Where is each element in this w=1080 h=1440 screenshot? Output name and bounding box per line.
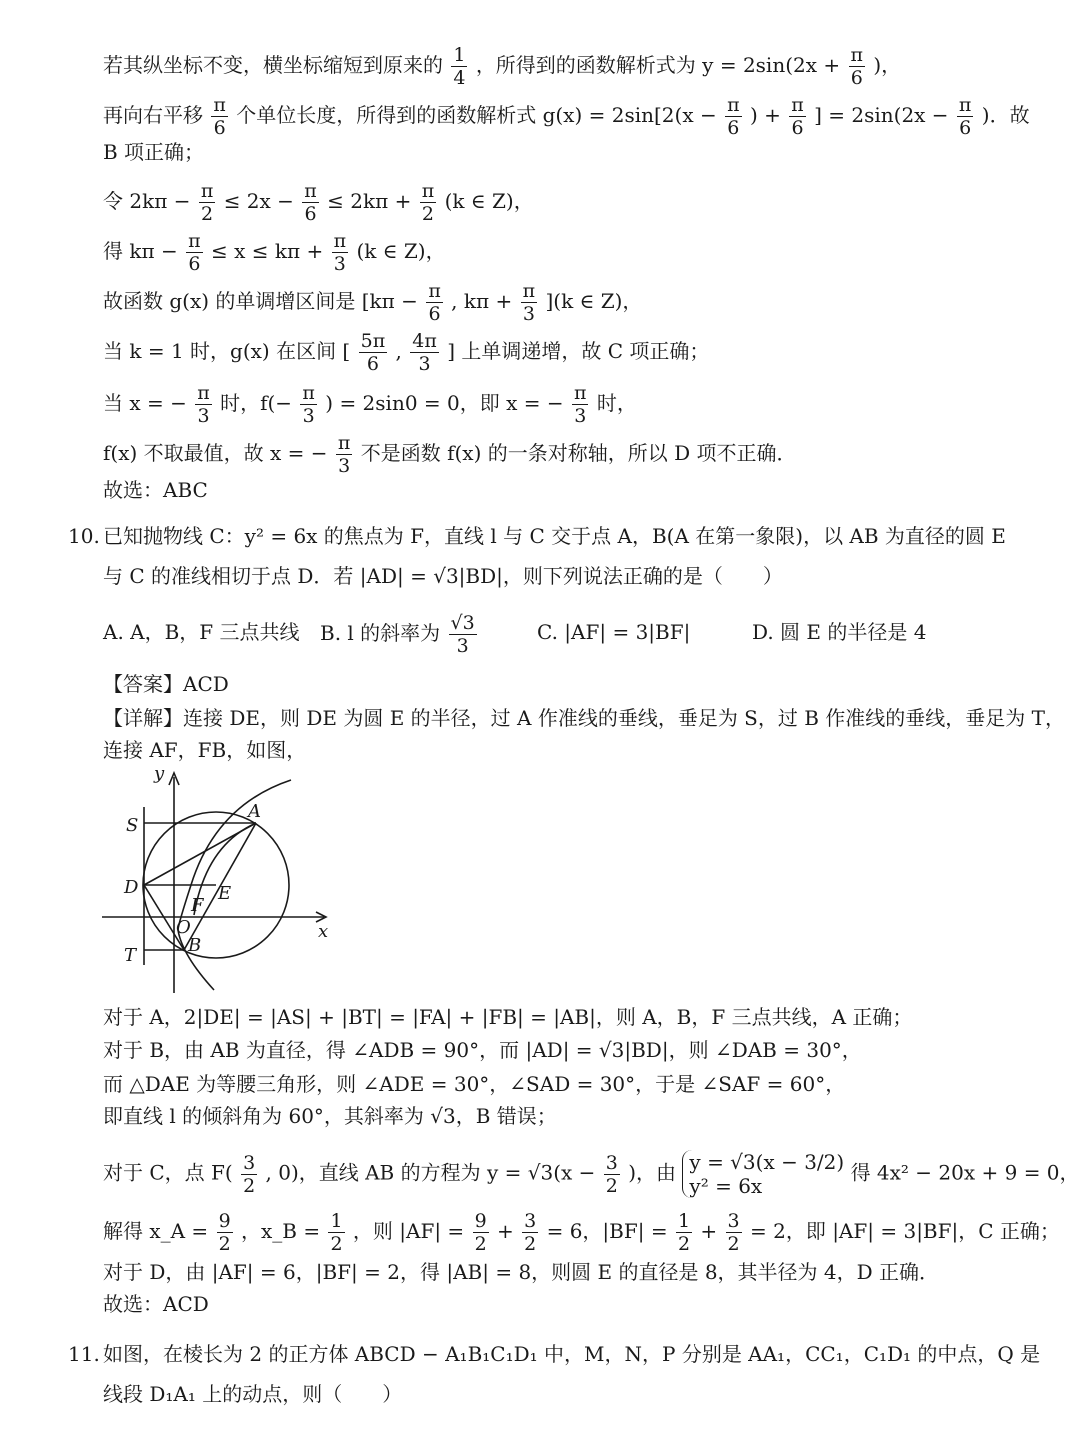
fraction: $\frac{\pi}{3}$ [522,280,536,325]
fraction: $\frac{\pi}{6}$ [213,94,226,139]
fraction: $\frac{\pi}{6}$ [428,280,441,325]
label-b: B [188,935,202,956]
fraction: $\frac{\pi}{6}$ [188,230,201,275]
fraction: $\frac{3}{2}$ [727,1210,740,1255]
fraction: $\frac{√3}{3}$ [450,612,475,657]
fraction: $\frac{\pi}{6}$ [850,44,863,89]
q10-option-c: C. |AF| = 3|BF| [537,620,691,644]
fraction: $\frac{1}{4}$ [453,44,466,89]
q11-stem-line1: 如图，在棱长为 2 的正方体 ABCD − A₁B₁C₁D₁ 中，M，N，P 分别是 AA₁，CC₁，C₁D₁ 的中点，Q 是 [103,1342,1041,1366]
fraction: $\frac{\pi}{2}$ [421,180,435,225]
q10-detail-line1: 【详解】连接 DE，则 DE 为圆 E 的半径，过 A 作准线的垂线，垂足为 S，过 B 作准线的垂线，垂足为 T， [103,706,1065,730]
label-o: O [176,917,191,938]
parabola-circle-figure [96,765,346,995]
fraction: $\frac{4\pi}{3}$ [412,330,437,375]
q10-reason-a: 对于 A，2|DE| = |AS| + |BT| = |FA| + |FB| = |AB|，则 A，B，F 三点共线，A 正确； [103,1005,913,1029]
fraction: $\frac{1}{2}$ [677,1210,691,1255]
equation-system: y = √3(x − 3/2) y² = 6x [682,1150,844,1198]
fraction: $\frac{\pi}{2}$ [200,180,214,225]
q10-reason-c: 对于 C，点 F( $\frac{3}{2}$ , 0)，直线 AB 的方程为 y = √3(x − $\frac{3}{2}$ )，由 y = √3(x − 3/2) y² = 6x 得 4x² − 20x + 9 = 0， [103,1150,1080,1198]
q11-stem-line2: 线段 D₁A₁ 上的动点，则（ ） [103,1382,403,1406]
sol9-line6: 故函数 g(x) 的单调增区间是 [kπ − $\frac{\pi}{6}$ , kπ + $\frac{\pi}{3}$ ](k ∈ Z)， [103,280,643,325]
question-number: 11. [68,1342,100,1366]
fraction: $\frac{3}{2}$ [524,1210,537,1255]
label-t: T [124,945,137,966]
label-d: D [124,877,139,898]
q10-option-d: D. 圆 E 的半径是 4 [752,620,927,644]
fraction: $\frac{5\pi}{6}$ [360,330,386,375]
fraction: $\frac{9}{2}$ [218,1210,231,1255]
q10-reason-c2: 解得 x_A = $\frac{9}{2}$ ，x_B = $\frac{1}{2}$ ，则 |AF| = $\frac{9}{2}$ + $\frac{3}{2}$ = 6，|BF| = $\frac{1}{2}$ + $\frac{3}{2}$ = 2，即 |AF| = 3|BF|，C 正确； [103,1210,1060,1255]
sol9-line4: 令 2kπ − $\frac{\pi}{2}$ ≤ 2x − $\frac{\pi}{6}$ ≤ 2kπ + $\frac{\pi}{2}$ (k ∈ Z)， [103,180,534,225]
sol9-line1: 若其纵坐标不变，横坐标缩短到原来的 $\frac{1}{4}$ ，所得到的函数解析式为 y = 2sin(2x + $\frac{\pi}{6}$ )， [103,44,902,89]
q10-option-a: A. A，B，F 三点共线 [103,620,300,644]
fraction: $\frac{9}{2}$ [474,1210,487,1255]
sol9-line9: f(x) 不取最值，故 x = − $\frac{\pi}{3}$ 不是函数 f(x) 的一条对称轴，所以 D 项不正确． [103,432,797,477]
fraction: $\frac{\pi}{3}$ [337,432,351,477]
q10-answer: 【答案】ACD [103,672,229,696]
label-a: A [248,801,261,822]
label-f: F [191,895,204,916]
fraction: $\frac{\pi}{3}$ [197,382,210,427]
q10-option-b: B. l 的斜率为 $\frac{√3}{3}$ [320,612,475,657]
fraction: $\frac{\pi}{6}$ [727,94,740,139]
fraction: $\frac{\pi}{3}$ [573,382,587,427]
label-e: E [218,883,232,904]
fraction: $\frac{\pi}{6}$ [958,94,972,139]
q10-final-answer: 故选：ACD [103,1292,209,1316]
label-y: y [154,765,165,784]
fraction: $\frac{3}{2}$ [605,1151,618,1197]
sol9-line5: 得 kπ − $\frac{\pi}{6}$ ≤ x ≤ kπ + $\frac{\pi}{3}$ (k ∈ Z)， [103,230,446,275]
fraction: $\frac{3}{2}$ [243,1151,256,1197]
sol9-answer: 故选：ABC [103,478,208,502]
q10-detail-line2: 连接 AF，FB，如图， [103,738,307,762]
q10-reason-d: 对于 D，由 |AF| = 6，|BF| = 2，得 |AB| = 8，则圆 E 的直径是 8，其半径为 4，D 正确． [103,1260,940,1284]
sol9-line7: 当 k = 1 时，g(x) 在区间 [ $\frac{5\pi}{6}$ , $\frac{4\pi}{3}$ ] 上单调递增，故 C 项正确； [103,330,710,375]
fraction: $\frac{\pi}{3}$ [333,230,347,275]
sol9-line2: 再向右平移 $\frac{\pi}{6}$ 个单位长度，所得到的函数解析式 g(x) = 2sin[2(x − $\frac{\pi}{6}$ ) + $\frac{\pi}{6}$ ] = 2sin(2x − $\frac{\pi}{6}$ )．故 [103,94,1030,139]
q10-stem-line2: 与 C 的准线相切于点 D．若 |AD| = √3|BD|，则下列说法正确的是（ ） [103,564,783,588]
sol9-line8: 当 x = − $\frac{\pi}{3}$ 时，f(− $\frac{\pi}{3}$ ) = 2sin0 = 0，即 x = − $\frac{\pi}{3}$ 时， [103,382,637,427]
q10-reason-b3: 即直线 l 的倾斜角为 60°，其斜率为 √3，B 错误； [103,1104,557,1128]
label-s: S [126,815,139,836]
label-x: x [318,921,329,942]
fraction: $\frac{\pi}{6}$ [304,180,317,225]
q10-reason-b2: 而 △DAE 为等腰三角形，则 ∠ADE = 30°，∠SAD = 30°，于是 ∠SAF = 60°， [103,1072,846,1096]
sol9-line3: B 项正确； [103,140,205,164]
question-number: 10. [68,524,100,548]
q10-reason-b: 对于 B，由 AB 为直径，得 ∠ADB = 90°，而 |AD| = √3|BD|，则 ∠DAB = 30°， [103,1038,862,1062]
fraction: $\frac{\pi}{3}$ [302,382,315,427]
fraction: $\frac{\pi}{6}$ [791,94,804,139]
q10-stem-line1: 已知抛物线 C：y² = 6x 的焦点为 F，直线 l 与 C 交于点 A，B(A 在第一象限)，以 AB 为直径的圆 E [103,524,1006,548]
fraction: $\frac{1}{2}$ [330,1210,343,1255]
